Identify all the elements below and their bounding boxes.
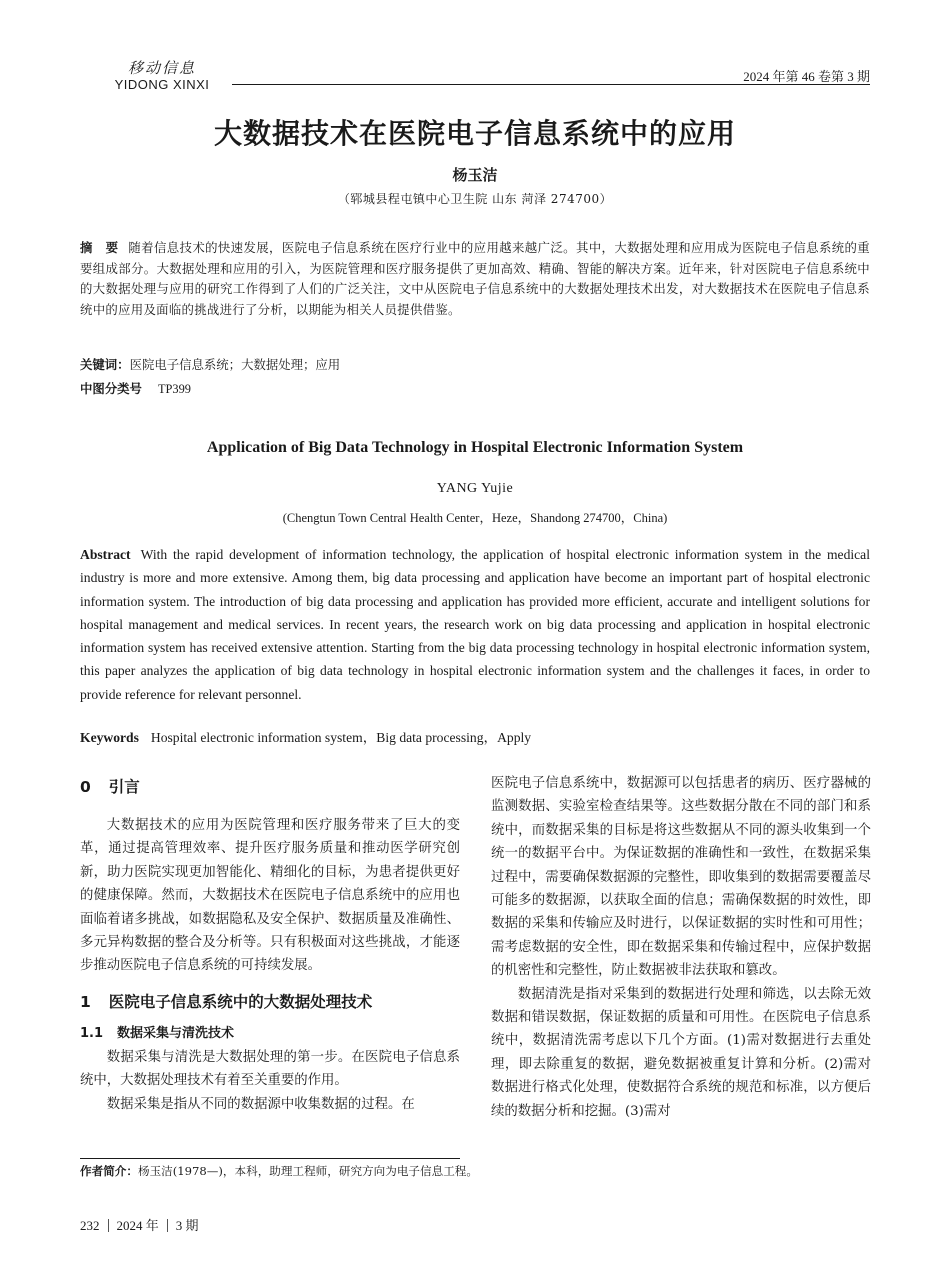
paragraph-cleaning: 数据清洗是指对采集到的数据进行处理和筛选，以去除无效数据和错误数据，保证数据的质量和可用性。在医院电子信息系统中，数据清洗需考虑以下几个方面。(1)需对数据进行去重处理，即去除重复的数据，避免数据被重复计算和分析。(2)需对数据进行格式化处理，使数据符合系统的规范和标准，以方便后续的数据分析和挖掘。(3)需对 (491, 986, 871, 1119)
abstract-cn-label: 摘 要 (80, 240, 119, 255)
abstract-cn (80, 238, 870, 320)
footer-separator (108, 1219, 109, 1232)
author-en: YANG Yujie (436, 481, 514, 496)
paragraph-collection-cont: 医院电子信息系统中，数据源可以包括患者的病历、医疗器械的监测数据、实验室检查结果等。这些数据分散在不同的部门和系统中，而数据采集的目标是将这些数据从不同的源头收集到一个统一的数据平台中。为保证数据的准确性和一致性，在数据采集过程中，需要确保数据源的完整性，即收集到的数据需要覆盖尽可能多的数据源，以获取全面的信息；需确保数据的时效性，即数据的采集和传输应及时进行，以保证数据的实时性和可用性；需考虑数据的安全性，即在数据采集和传输过程中，应保护数据的机密性和完整性，防止数据被非法获取和篡改。 (491, 776, 871, 979)
keywords-en (80, 729, 870, 747)
footer-separator (167, 1219, 168, 1232)
keywords-cn-label: 关键词： (80, 357, 130, 372)
section-title-1: 医院电子信息系统中的大数据处理技术 (108, 992, 373, 1011)
header-issue: 2024 年第 46 卷第 3 期 (743, 69, 870, 84)
paragraph-collection-start: 数据采集是指从不同的数据源中收集数据的过程。在 (106, 1096, 415, 1112)
section-number-1: 1 (80, 992, 91, 1011)
abstract-en-label: Abstract (80, 547, 131, 562)
affiliation-en: (Chengtun Town Central Health Center，Heze，Shandong 274700，China) (282, 511, 668, 525)
subsection-heading-1-1 (80, 1024, 460, 1044)
intro-paragraph: 大数据技术的应用为医院管理和医疗服务带来了巨大的变革，通过提高管理效率、提升医疗服务质量和推动医学研究创新，助力医院实现更加智能化、精细化的目标，为患者提供更好的健康保障。然而，大数据技术在医院电子信息系统中的应用也面临着诸多挑战，如数据隐私及安全保护、数据质量及准确性、多元异构数据的整合及分析等。只有积极面对这些挑战，才能逐步推动医院电子信息系统的可持续发展。 (80, 818, 460, 974)
keywords-en-label: Keywords (80, 730, 139, 745)
footer-issue: 3 期 (175, 1218, 199, 1233)
abstract-cn-text: 随着信息技术的快速发展，医院电子信息系统在医疗行业中的应用越来越广泛。其中，大数据处理和应用成为医院电子信息系统的重要组成部分。大数据处理和应用的引入，为医院管理和医疗服务提供了更加高效、精确、智能的解决方案。近年来，针对医院电子信息系统中的大数据处理与应用的研究工作得到了人们的广泛关注，文中从医院电子信息系统中的大数据处理技术出发，对大数据技术在医院电子信息系统中的应用及面临的挑战进行了分析，以期能为相关人员提供借鉴。 (80, 240, 870, 317)
paper-title-cn: 大数据技术在医院电子信息系统中的应用 (213, 117, 736, 150)
keywords-cn-text: 医院电子信息系统；大数据处理；应用 (129, 357, 341, 372)
section-heading-1 (80, 990, 460, 1014)
author-cn: 杨玉洁 (452, 166, 498, 184)
section-heading-0 (80, 775, 460, 799)
page-footer (80, 1215, 199, 1234)
paper-title-en: Application of Big Data Technology in Hospital Electronic Information System (206, 439, 744, 456)
page-number: 232 (80, 1218, 100, 1233)
section-number-0: 0 (80, 778, 91, 796)
footer-year: 2024 年 (116, 1218, 159, 1233)
journal-masthead (92, 60, 232, 92)
footnote-rule (80, 1158, 460, 1159)
author-footnote (80, 1163, 780, 1179)
abstract-en-text: With the rapid development of information technology, the application of hospital electronic information system in the medical industry is more and more extensive. Among them, big data processing and application have become an important part of hospital electronic information system. The introduction of big data processing and application has provided more efficient, accurate and intelligent solutions for hospital management and medical services. In recent years, the research work on big data processing and application in hospital electronic information system has received extensive attention. Starting from the big data processing technology in hospital electronic information system, this paper analyzes the application of big data technology in hospital electronic information system and the challenges it faces, in order to provide reference for relevant personnel. (80, 547, 870, 702)
section-title-0: 引言 (108, 778, 140, 796)
journal-name-en: YIDONG XINXI (114, 77, 210, 92)
body-column-left (80, 775, 460, 1116)
body-column-right (491, 772, 871, 1123)
journal-name-cn: 移动信息 (127, 59, 196, 77)
footnote-label: 作者简介： (80, 1164, 138, 1178)
affiliation-cn: （郓城县程屯镇中心卫生院 山东 菏泽 274700） (337, 192, 613, 206)
subsection-title-1-1: 数据采集与清洗技术 (117, 1025, 235, 1041)
clc-label: 中图分类号 (80, 381, 142, 396)
clc-value: TP399 (157, 382, 191, 396)
abstract-en (80, 543, 870, 706)
keywords-en-text: Hospital electronic information system，Big data processing，Apply (150, 730, 532, 745)
subsection-number-1-1: 1.1 (80, 1025, 104, 1041)
clc-number (80, 380, 870, 398)
footnote-text: 杨玉洁(1978—)，本科，助理工程师，研究方向为电子信息工程。 (137, 1164, 478, 1178)
paragraph-collection-cleaning: 数据采集与清洗是大数据处理的第一步。在医院电子信息系统中，大数据处理技术有着至关重要的作用。 (80, 1049, 460, 1089)
keywords-cn (80, 356, 870, 374)
